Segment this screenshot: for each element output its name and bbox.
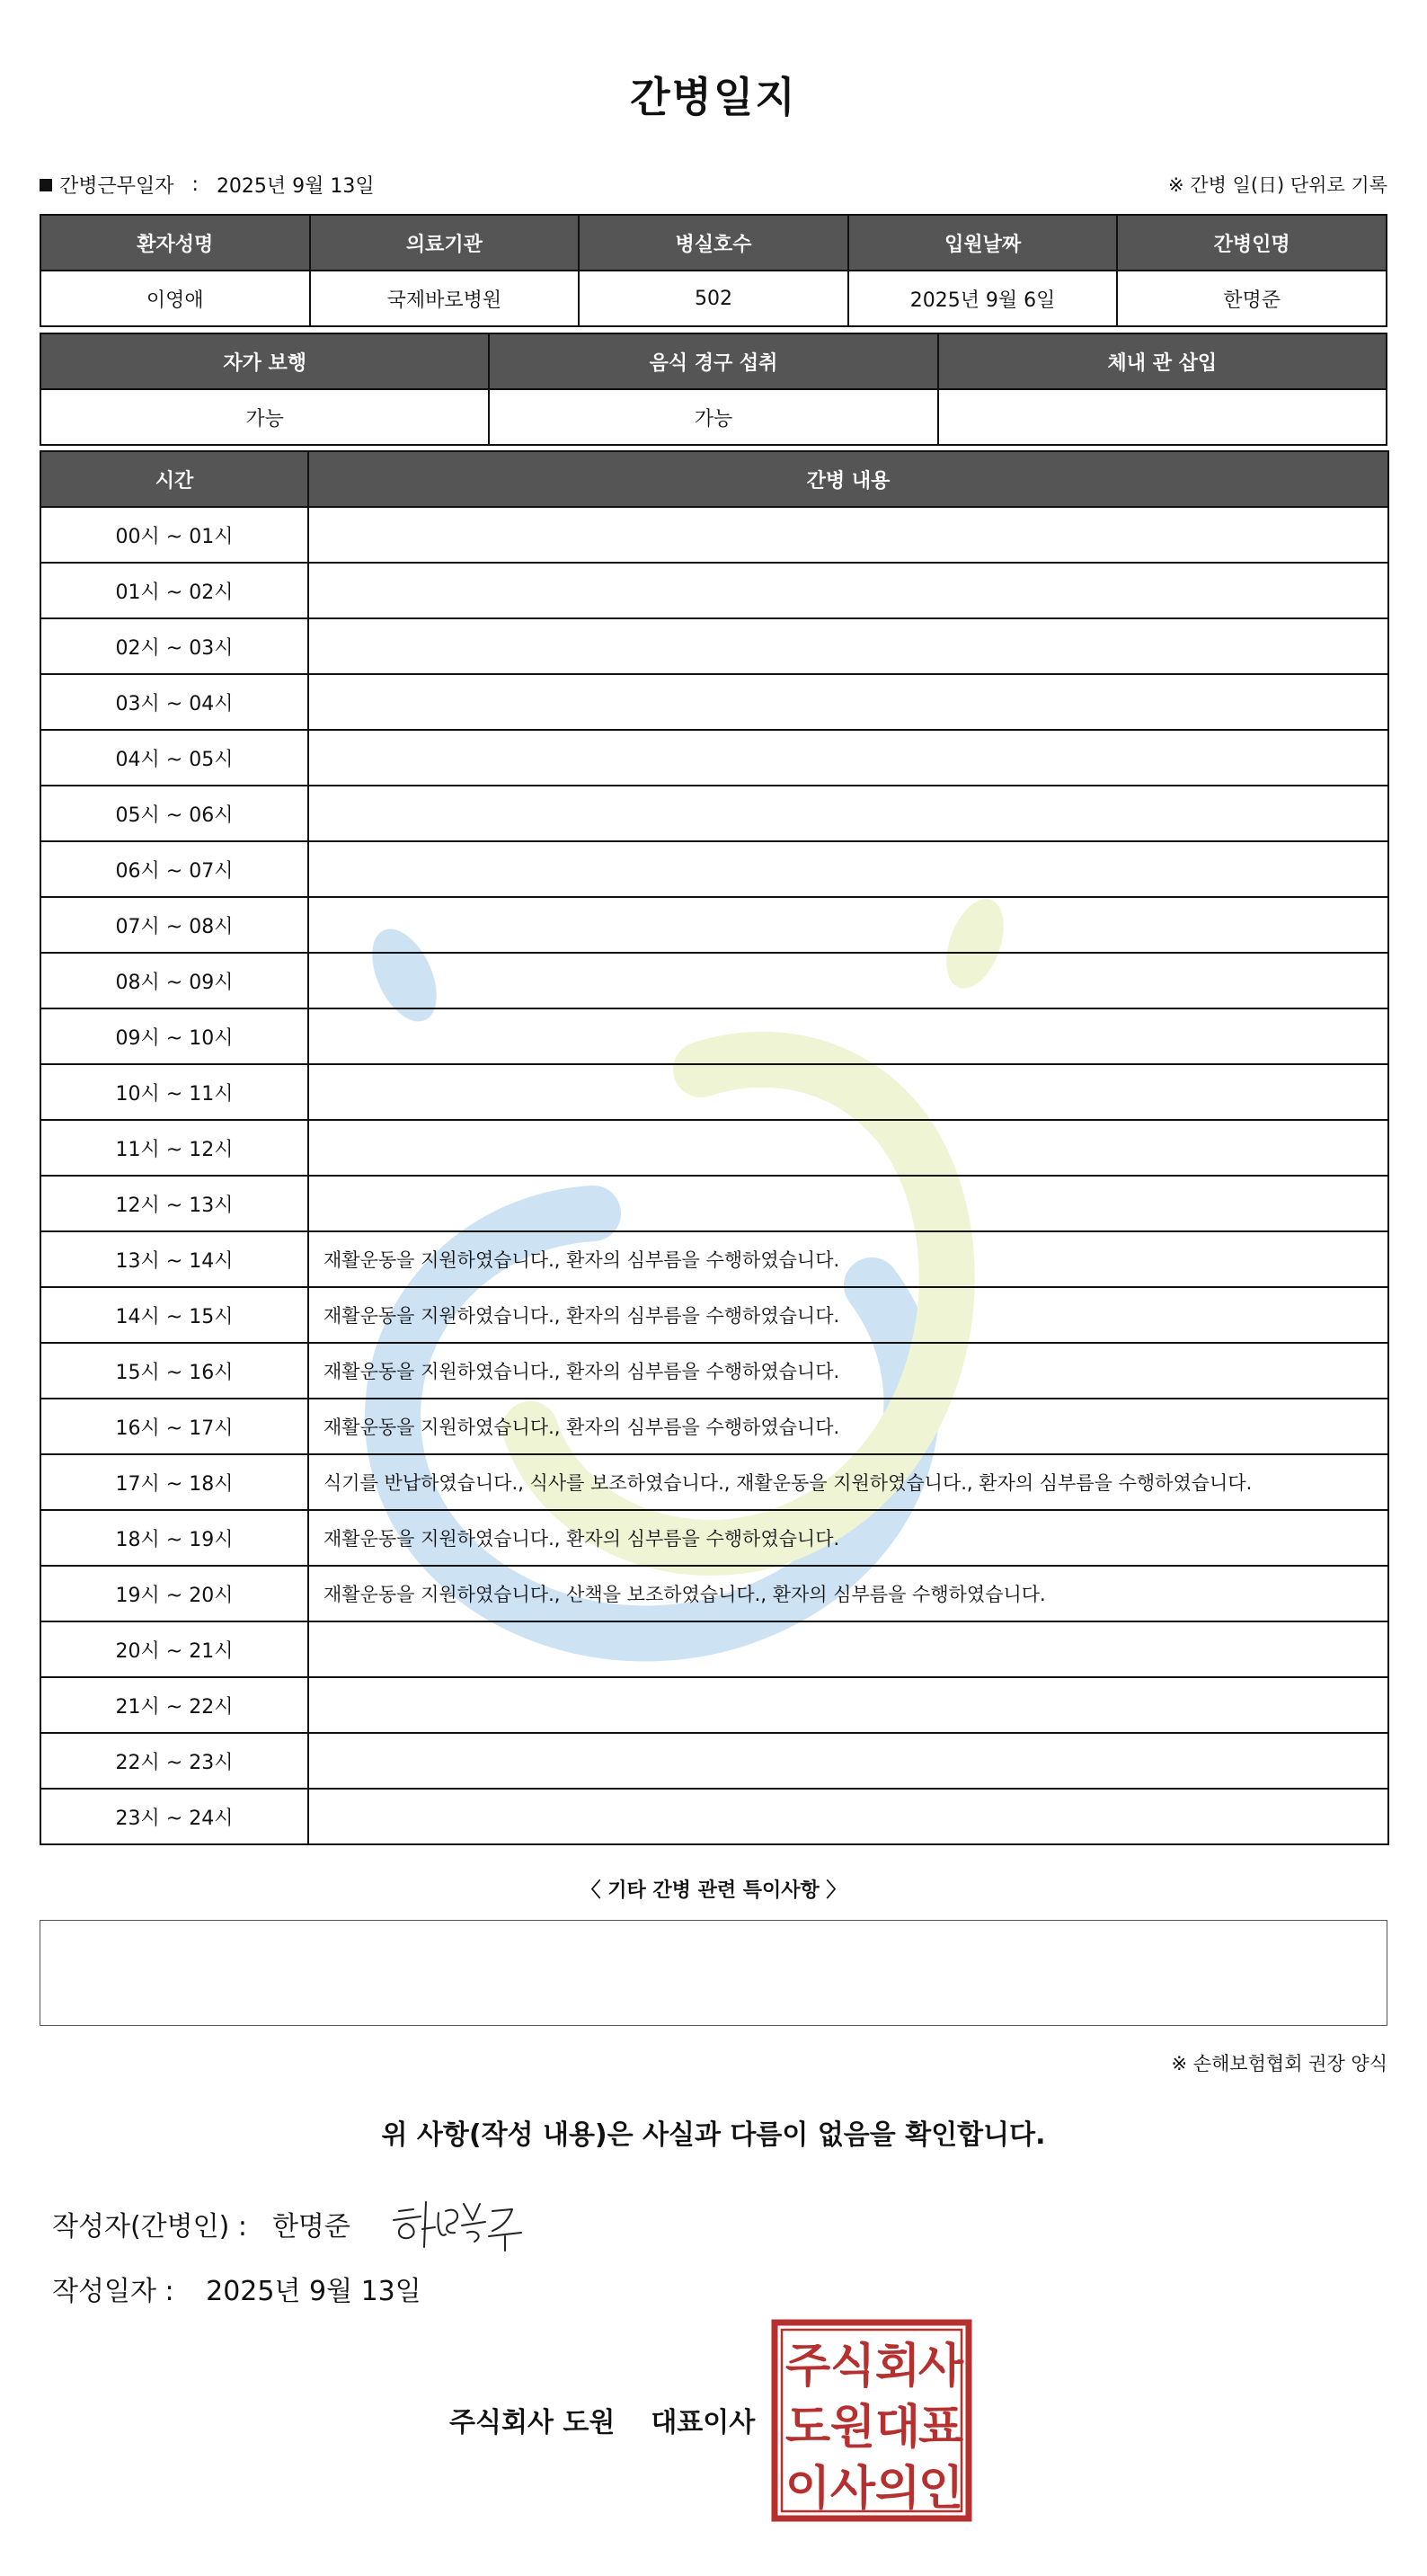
care-log-row <box>40 1399 1388 1454</box>
seal-character: 회 <box>874 2340 921 2394</box>
care-log-time: 20시 ~ 21시 <box>40 1621 308 1677</box>
tube-insertion-value <box>938 389 1387 445</box>
care-log-row <box>40 1120 1388 1176</box>
handwritten-signature <box>386 2184 539 2261</box>
care-log-content <box>308 1733 1388 1789</box>
care-log-row <box>40 1733 1388 1789</box>
header-admission-date: 입원날짜 <box>848 215 1118 271</box>
care-log-content <box>308 1677 1388 1733</box>
care-log-time: 18시 ~ 19시 <box>40 1510 308 1566</box>
care-log-time: 23시 ~ 24시 <box>40 1789 308 1844</box>
care-log-content <box>308 1176 1388 1231</box>
care-log-content: 재활운동을 지원하였습니다., 환자의 심부름을 수행하였습니다. <box>308 1231 1388 1287</box>
care-log-row <box>40 674 1388 730</box>
header-tube-insertion: 체내 관 삽입 <box>938 333 1387 389</box>
care-log-row <box>40 507 1388 563</box>
room-number: 502 <box>579 271 848 326</box>
care-log-row <box>40 1343 1388 1399</box>
care-log-row <box>40 786 1388 841</box>
header-self-walking: 자가 보행 <box>40 333 489 389</box>
work-date-label: 간병근무일자 <box>59 175 174 198</box>
care-log-content <box>308 563 1388 618</box>
care-log-row <box>40 1064 1388 1120</box>
writer-row <box>52 2204 350 2243</box>
care-log-row <box>40 1510 1388 1566</box>
care-log-time: 17시 ~ 18시 <box>40 1454 308 1510</box>
care-log-row <box>40 1566 1388 1621</box>
writer-label: 작성자(간병인) : <box>52 2211 247 2243</box>
header-patient-name: 환자성명 <box>40 215 310 271</box>
notes-box <box>40 1920 1387 2026</box>
header-room-number: 병실호수 <box>579 215 848 271</box>
care-log-content <box>308 897 1388 953</box>
company-seal <box>771 2319 972 2522</box>
care-log-content: 재활운동을 지원하였습니다., 환자의 심부름을 수행하였습니다. <box>308 1287 1388 1343</box>
care-log-content <box>308 786 1388 841</box>
care-log-time: 12시 ~ 13시 <box>40 1176 308 1231</box>
care-log-time: 00시 ~ 01시 <box>40 507 308 563</box>
company-name: 주식회사 도원 <box>449 2407 616 2438</box>
care-log-time: 15시 ~ 16시 <box>40 1343 308 1399</box>
care-log-time: 13시 ~ 14시 <box>40 1231 308 1287</box>
patient-status-table <box>40 333 1387 446</box>
hospital-name: 국제바로병원 <box>310 271 580 326</box>
bullet-square-icon <box>40 179 52 191</box>
company-ceo-title: 대표이사 <box>651 2407 756 2438</box>
care-log-content <box>308 1120 1388 1176</box>
care-log-row <box>40 1789 1388 1844</box>
care-log-content <box>308 674 1388 730</box>
seal-character: 인 <box>917 2462 964 2516</box>
care-log-row <box>40 1287 1388 1343</box>
header-care-content: 간병 내용 <box>308 451 1388 507</box>
care-log-row <box>40 1231 1388 1287</box>
written-date-value: 2025년 9월 13일 <box>206 2276 421 2307</box>
care-log-time: 08시 ~ 09시 <box>40 953 308 1008</box>
seal-character: 이 <box>784 2462 831 2516</box>
seal-character: 대 <box>874 2401 921 2455</box>
seal-character: 사 <box>829 2462 876 2516</box>
care-log-time: 04시 ~ 05시 <box>40 730 308 786</box>
patient-info-value-row <box>40 271 1387 326</box>
care-log-time: 02시 ~ 03시 <box>40 618 308 674</box>
care-log-time: 01시 ~ 02시 <box>40 563 308 618</box>
patient-info-table <box>40 214 1387 327</box>
work-date-value: 2025년 9월 13일 <box>216 175 375 198</box>
form-footnote: ※ 손해보험협회 권장 양식 <box>1171 2053 1387 2074</box>
page-title: 간병일지 <box>630 73 797 121</box>
header-time: 시간 <box>40 451 308 507</box>
seal-character: 원 <box>829 2401 876 2455</box>
care-log-content <box>308 1789 1388 1844</box>
care-log-time: 11시 ~ 12시 <box>40 1120 308 1176</box>
confirmation-statement: 위 사항(작성 내용)은 사실과 다름이 없음을 확인합니다. <box>381 2119 1046 2151</box>
patient-name: 이영애 <box>40 271 310 326</box>
admission-date: 2025년 9월 6일 <box>848 271 1118 326</box>
care-log-content: 재활운동을 지원하였습니다., 환자의 심부름을 수행하였습니다. <box>308 1343 1388 1399</box>
patient-status-value-row <box>40 389 1387 445</box>
written-date-row <box>52 2269 421 2308</box>
patient-status-header-row <box>40 333 1387 389</box>
seal-character: 의 <box>874 2462 921 2516</box>
seal-character: 주 <box>784 2340 831 2394</box>
header-oral-intake: 음식 경구 섭취 <box>489 333 937 389</box>
work-date-separator: : <box>191 173 199 196</box>
care-log-table <box>40 450 1389 1845</box>
care-log-time: 07시 ~ 08시 <box>40 897 308 953</box>
care-log-time: 19시 ~ 20시 <box>40 1566 308 1621</box>
care-log-row <box>40 1008 1388 1064</box>
self-walking-value: 가능 <box>40 389 489 445</box>
care-log-header-row <box>40 451 1388 507</box>
caregiver-name: 한명준 <box>1117 271 1387 326</box>
care-log-row <box>40 730 1388 786</box>
seal-character: 표 <box>917 2401 964 2455</box>
written-date-label: 작성일자 : <box>52 2276 174 2307</box>
seal-character: 사 <box>917 2340 964 2394</box>
care-log-content <box>308 1064 1388 1120</box>
care-log-time: 09시 ~ 10시 <box>40 1008 308 1064</box>
care-log-content: 식기를 반납하였습니다., 식사를 보조하였습니다., 재활운동을 지원하였습니다., 환자의 심부름을 수행하였습니다. <box>308 1454 1388 1510</box>
care-log-time: 16시 ~ 17시 <box>40 1399 308 1454</box>
care-log-row <box>40 618 1388 674</box>
care-log-row <box>40 1176 1388 1231</box>
notes-title: 〈 기타 간병 관련 특이사항 〉 <box>581 1879 846 1902</box>
writer-name: 한명준 <box>271 2211 350 2243</box>
care-log-row <box>40 841 1388 897</box>
seal-character: 식 <box>829 2340 876 2394</box>
seal-character: 도 <box>784 2401 831 2455</box>
care-log-content <box>308 618 1388 674</box>
header-hospital: 의료기관 <box>310 215 580 271</box>
patient-info-header-row <box>40 215 1387 271</box>
care-log-content <box>308 730 1388 786</box>
care-log-row <box>40 897 1388 953</box>
care-log-row <box>40 1621 1388 1677</box>
care-log-row <box>40 953 1388 1008</box>
oral-intake-value: 가능 <box>489 389 937 445</box>
header-caregiver-name: 간병인명 <box>1117 215 1387 271</box>
company-signoff <box>449 2400 755 2439</box>
care-log-time: 03시 ~ 04시 <box>40 674 308 730</box>
unit-note: ※ 간병 일(日) 단위로 기록 <box>1168 174 1387 196</box>
care-log-content <box>308 953 1388 1008</box>
care-log-time: 06시 ~ 07시 <box>40 841 308 897</box>
care-log-row <box>40 563 1388 618</box>
care-log-content: 재활운동을 지원하였습니다., 환자의 심부름을 수행하였습니다. <box>308 1510 1388 1566</box>
work-date-group <box>40 171 375 199</box>
care-log-content <box>308 841 1388 897</box>
care-log-time: 21시 ~ 22시 <box>40 1677 308 1733</box>
care-log-content <box>308 1008 1388 1064</box>
care-log-row <box>40 1454 1388 1510</box>
care-log-time: 10시 ~ 11시 <box>40 1064 308 1120</box>
care-log-time: 14시 ~ 15시 <box>40 1287 308 1343</box>
care-log-content <box>308 1621 1388 1677</box>
care-log-row <box>40 1677 1388 1733</box>
meta-row <box>40 171 1387 198</box>
care-log-content: 재활운동을 지원하였습니다., 환자의 심부름을 수행하였습니다. <box>308 1399 1388 1454</box>
care-log-time: 05시 ~ 06시 <box>40 786 308 841</box>
care-log-content: 재활운동을 지원하였습니다., 산책을 보조하였습니다., 환자의 심부름을 수행하였습니다. <box>308 1566 1388 1621</box>
care-log-content <box>308 507 1388 563</box>
care-log-time: 22시 ~ 23시 <box>40 1733 308 1789</box>
